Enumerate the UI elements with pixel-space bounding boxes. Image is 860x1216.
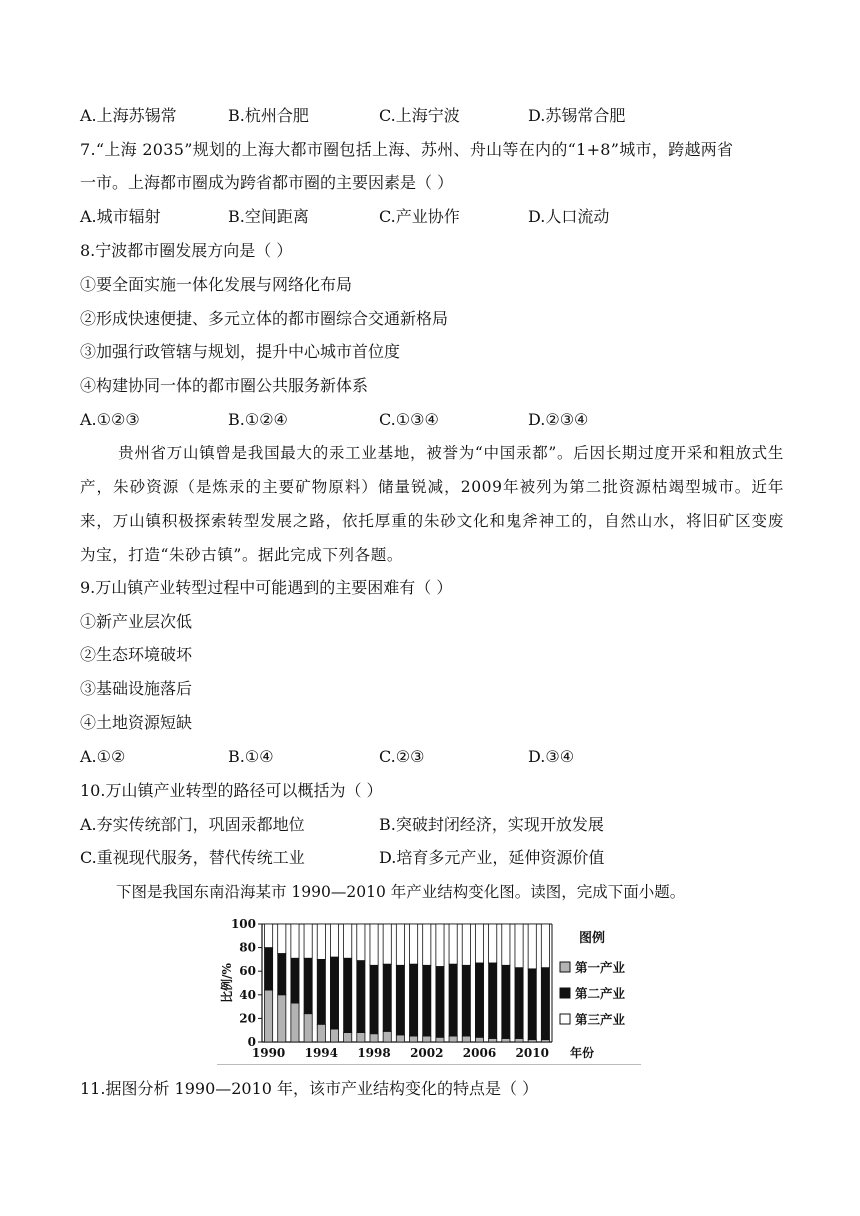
bar-1990-series-2 xyxy=(265,948,273,990)
chart-divider xyxy=(217,1064,641,1065)
bar-1996-series-2 xyxy=(344,958,352,1032)
bar-2007-series-1 xyxy=(489,1038,497,1042)
bar-2005-series-1 xyxy=(462,1036,470,1042)
q9-item-3: ③基础设施落后 xyxy=(80,679,193,698)
bar-1991-series-1 xyxy=(278,995,286,1042)
q10-stem: 10.万山镇产业转型的路径可以概括为（ ） xyxy=(80,781,383,800)
bar-1994-series-3 xyxy=(317,924,325,959)
x-tick-label-2002: 2002 xyxy=(410,1046,444,1060)
bar-2011-series-3 xyxy=(541,924,549,968)
bar-2001-series-3 xyxy=(410,924,418,964)
q8-item-3: ③加强行政管辖与规划，提升中心城市首位度 xyxy=(80,342,401,361)
legend-swatch-3 xyxy=(560,1014,570,1024)
bar-1991-series-3 xyxy=(278,924,286,954)
q6-option-d: D.苏锡常合肥 xyxy=(528,106,626,125)
q7-stem-line2: 一市。上海都市圈成为跨省都市圈的主要因素是（ ） xyxy=(80,173,454,192)
q9-item-2: ②生态环境破坏 xyxy=(80,645,193,664)
bar-1999-series-2 xyxy=(383,964,391,1031)
q10-option-a: A.夯实传统部门，巩固汞都地位 xyxy=(80,815,305,834)
bar-2009-series-2 xyxy=(515,968,523,1039)
y-tick-label-100: 100 xyxy=(230,917,256,931)
q10-option-b: B.突破封闭经济，实现开放发展 xyxy=(379,815,604,834)
bar-1995-series-3 xyxy=(330,924,338,957)
bar-1992-series-3 xyxy=(291,924,299,958)
q9-stem: 9.万山镇产业转型过程中可能遇到的主要困难有（ ） xyxy=(80,578,453,597)
bar-1995-series-1 xyxy=(330,1029,338,1042)
bar-2008-series-3 xyxy=(502,924,510,965)
x-tick-label-1998: 1998 xyxy=(357,1046,391,1060)
bar-2004-series-1 xyxy=(449,1036,457,1042)
bar-2006-series-3 xyxy=(475,924,483,963)
bar-2008-series-1 xyxy=(502,1038,510,1042)
bar-2010-series-3 xyxy=(528,924,536,969)
q8-item-2: ②形成快速便捷、多元立体的都市圈综合交通新格局 xyxy=(80,309,449,328)
bar-2000-series-3 xyxy=(396,924,404,965)
q9-option-a: A.①② xyxy=(80,747,126,766)
bar-2002-series-2 xyxy=(423,965,431,1036)
chart-intro: 下图是我国东南沿海某市 1990—2010 年产业结构变化图。读图，完成下面小题。 xyxy=(116,883,686,901)
q11-stem: 11.据图分析 1990—2010 年，该市产业结构变化的特点是（ ） xyxy=(80,1079,539,1098)
bar-2006-series-1 xyxy=(475,1037,483,1042)
legend-label-1: 第一产业 xyxy=(575,960,626,975)
bar-2004-series-3 xyxy=(449,924,457,964)
q6-option-b: B.杭州合肥 xyxy=(228,106,309,125)
bar-1993-series-1 xyxy=(304,1014,312,1042)
q9-option-c: C.②③ xyxy=(379,747,425,766)
q9-item-1: ①新产业层次低 xyxy=(80,612,193,631)
bar-1992-series-2 xyxy=(291,958,299,1003)
bar-1998-series-1 xyxy=(370,1034,378,1042)
bar-2005-series-2 xyxy=(462,965,470,1036)
legend-label-3: 第三产业 xyxy=(575,1012,626,1027)
y-tick-label-0: 0 xyxy=(247,1035,256,1049)
bar-2007-series-2 xyxy=(489,963,497,1039)
bar-2002-series-3 xyxy=(423,924,431,965)
reading-passage xyxy=(80,436,784,572)
bar-1997-series-1 xyxy=(357,1033,365,1042)
q6-option-a: A.上海苏锡常 xyxy=(80,106,177,125)
q8-option-b: B.①②④ xyxy=(228,410,288,429)
y-tick-label-20: 20 xyxy=(239,1011,256,1026)
bar-1996-series-3 xyxy=(344,924,352,958)
q8-option-c: C.①③④ xyxy=(379,410,439,429)
bar-1992-series-1 xyxy=(291,1003,299,1042)
legend-title: 图例 xyxy=(579,931,606,946)
y-tick-label-40: 40 xyxy=(239,987,256,1002)
bar-2008-series-2 xyxy=(502,965,510,1038)
legend-swatch-2 xyxy=(560,988,570,998)
bar-2003-series-2 xyxy=(436,966,444,1037)
bar-1993-series-3 xyxy=(304,924,312,958)
bar-2000-series-1 xyxy=(396,1035,404,1042)
bar-1994-series-2 xyxy=(317,959,325,1024)
bar-2003-series-3 xyxy=(436,924,444,966)
bar-2009-series-3 xyxy=(515,924,523,968)
bar-2011-series-2 xyxy=(541,968,549,1040)
q8-option-d: D.②③④ xyxy=(528,410,589,429)
bar-2000-series-2 xyxy=(396,965,404,1035)
bar-2003-series-1 xyxy=(436,1037,444,1042)
legend-swatch-1 xyxy=(560,962,570,972)
bar-2005-series-3 xyxy=(462,924,470,965)
y-tick-label-60: 60 xyxy=(239,964,256,979)
bar-1997-series-3 xyxy=(357,924,365,961)
q7-option-b: B.空间距离 xyxy=(228,207,309,226)
bar-1998-series-3 xyxy=(370,924,378,965)
q8-option-a: A.①②③ xyxy=(80,410,140,429)
q9-item-4: ④土地资源短缺 xyxy=(80,713,193,732)
q7-stem-line1: 7.“上海 2035”规划的上海大都市圈包括上海、苏州、舟山等在内的“1+8”城市，跨越两省 xyxy=(80,140,734,159)
q7-option-a: A.城市辐射 xyxy=(80,207,161,226)
bar-1995-series-2 xyxy=(330,957,338,1029)
bar-1990-series-1 xyxy=(265,990,273,1042)
reading-passage-text: 贵州省万山镇曾是我国最大的汞工业基地，被誉为“中国汞都”。后因长期过度开采和粗放式生产，朱砂资源（是炼汞的主要矿物原料）储量锐减，2009年被列为第二批资源枯竭型城市。近年来，万山镇积极探索转型发展之路，依托厚重的朱砂文化和鬼斧神工的，自然山水，将旧矿区变废为宝，打造“朱砂古镇”。据此完成下列各题。 xyxy=(80,444,784,564)
bar-1996-series-1 xyxy=(344,1033,352,1042)
q8-item-1: ①要全面实施一体化发展与网络化布局 xyxy=(80,275,353,294)
x-tick-label-1990: 1990 xyxy=(251,1046,286,1060)
q8-item-4: ④构建协同一体的都市圈公共服务新体系 xyxy=(80,376,369,395)
q10-option-d: D.培育多元产业，延伸资源价值 xyxy=(379,848,605,867)
bar-2002-series-1 xyxy=(423,1036,431,1042)
y-axis-label: 比例/% xyxy=(220,963,234,1003)
bar-1997-series-2 xyxy=(357,961,365,1033)
x-tick-label-2006: 2006 xyxy=(462,1046,497,1060)
y-tick-label-80: 80 xyxy=(239,940,256,955)
x-axis-label: 年份 xyxy=(570,1046,595,1060)
bar-2001-series-1 xyxy=(410,1036,418,1042)
q6-option-c: C.上海宁波 xyxy=(379,106,460,125)
bar-1998-series-2 xyxy=(370,965,378,1033)
bar-1994-series-1 xyxy=(317,1024,325,1042)
legend-label-2: 第二产业 xyxy=(575,986,626,1001)
bar-2010-series-2 xyxy=(528,969,536,1040)
bar-2009-series-1 xyxy=(515,1038,523,1042)
bar-2006-series-2 xyxy=(475,963,483,1037)
bar-1999-series-3 xyxy=(383,924,391,964)
bar-1999-series-1 xyxy=(383,1031,391,1042)
bar-2007-series-3 xyxy=(489,924,497,963)
q7-option-c: C.产业协作 xyxy=(379,207,460,226)
bar-1990-series-3 xyxy=(265,924,273,948)
bar-1993-series-2 xyxy=(304,958,312,1013)
q9-option-b: B.①④ xyxy=(228,747,274,766)
bar-2001-series-2 xyxy=(410,964,418,1036)
q10-option-c: C.重视现代服务，替代传统工业 xyxy=(80,848,305,867)
x-tick-label-2010: 2010 xyxy=(515,1046,549,1060)
q7-option-d: D.人口流动 xyxy=(528,207,610,226)
industry-structure-chart xyxy=(217,910,641,1062)
bar-1991-series-2 xyxy=(278,954,286,995)
q8-stem: 8.宁波都市圈发展方向是（ ） xyxy=(80,241,293,260)
x-tick-label-1994: 1994 xyxy=(304,1046,339,1060)
bar-2004-series-2 xyxy=(449,964,457,1036)
q9-option-d: D.③④ xyxy=(528,747,575,766)
